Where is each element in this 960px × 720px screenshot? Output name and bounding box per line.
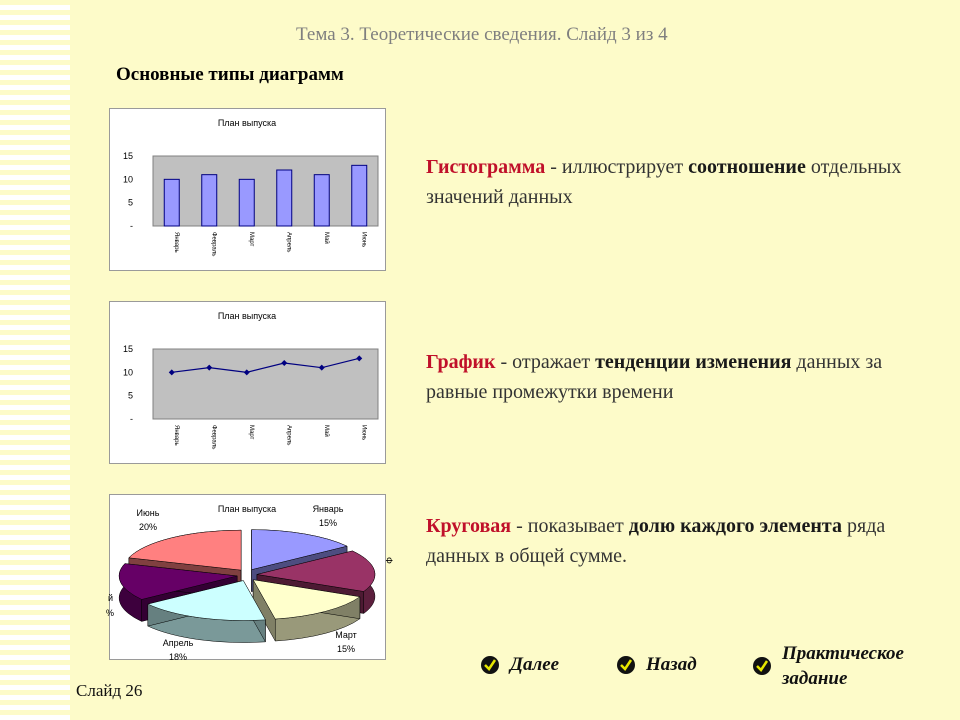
histogram-bar xyxy=(164,179,179,226)
pie-slice-percent: 20% xyxy=(138,522,158,532)
histogram-x-tick-label: Апрель xyxy=(285,232,292,253)
line-chart-plot-area xyxy=(153,349,378,419)
desc-text: - показывает xyxy=(511,515,629,537)
desc-bold: соотношение xyxy=(688,156,806,178)
line-chart-x-tick-label: Июнь xyxy=(360,425,367,441)
desc-text: - иллюстрирует xyxy=(545,156,689,178)
histogram-plot-area xyxy=(153,156,378,226)
histogram-chart xyxy=(109,108,386,271)
checkmark-bullet-icon xyxy=(752,656,772,676)
pie-slice-percent: 18% xyxy=(168,652,188,662)
histogram-bar xyxy=(277,170,292,226)
next-button[interactable] xyxy=(480,654,559,676)
histogram-svg xyxy=(110,109,385,270)
practice-label xyxy=(782,641,904,691)
pie-slice-label: Март xyxy=(335,630,357,640)
histogram-bar xyxy=(202,175,217,226)
histogram-description xyxy=(426,152,926,212)
back-label: Назад xyxy=(646,654,697,675)
desc-text: данных за равные промежутки времени xyxy=(426,351,883,403)
histogram-x-tick-label: Февраль xyxy=(210,232,217,257)
line-chart-svg xyxy=(110,302,385,463)
histogram-y-tick-label: 10 xyxy=(122,174,133,185)
line-chart-x-tick-label: Май xyxy=(322,425,329,437)
practice-line-2: задание xyxy=(782,668,848,689)
pie-slice-percent: 15% xyxy=(336,644,356,654)
histogram-bar xyxy=(352,165,367,226)
histogram-bar xyxy=(239,179,254,226)
line-chart xyxy=(109,301,386,464)
pie-chart-title: План выпуска xyxy=(217,504,277,514)
checkmark-bullet-icon xyxy=(616,655,636,675)
desc-bold: долю каждого элемента xyxy=(628,515,843,537)
practice-line-1: Практическое xyxy=(782,643,904,664)
line-chart-y-tick-label: - xyxy=(130,414,133,424)
practice-button[interactable] xyxy=(752,641,904,691)
line-term: График xyxy=(426,351,496,373)
line-description xyxy=(426,347,926,407)
pie-slice-percent: 15% xyxy=(318,518,338,528)
histogram-y-tick-label: 15 xyxy=(122,151,133,161)
pie-chart-svg xyxy=(106,495,394,662)
desc-text: отдельных значений данных xyxy=(426,156,902,208)
checkmark-bullet-icon xyxy=(480,655,500,675)
line-chart-x-tick-label: Апрель xyxy=(285,425,292,446)
pie-term: Круговая xyxy=(426,515,512,537)
histogram-y-tick-label: - xyxy=(130,221,133,231)
pie-clipped-label: й xyxy=(108,593,114,603)
pie-slice-label: Июнь xyxy=(136,508,160,518)
pie-slice-label: Апрель xyxy=(162,638,194,648)
histogram-title: План выпуска xyxy=(217,118,277,128)
line-chart-y-tick-label: 5 xyxy=(127,390,133,401)
line-chart-x-tick-label: Январь xyxy=(172,425,179,446)
desc-text: ряда данных в общей сумме. xyxy=(426,515,886,567)
pie-description xyxy=(426,511,926,571)
line-chart-title: План выпуска xyxy=(217,311,277,321)
section-title: Основные типы диаграмм xyxy=(116,64,344,85)
decorative-stripes xyxy=(0,0,70,720)
pie-slice-label: Январь xyxy=(312,504,344,514)
slide-number: Слайд 26 xyxy=(76,681,143,700)
desc-bold: тенденции изменения xyxy=(595,351,792,373)
pie-chart xyxy=(106,494,394,662)
line-chart-x-tick-label: Март xyxy=(247,425,254,440)
pie-clipped-label: Ф xyxy=(384,557,394,564)
line-chart-y-tick-label: 15 xyxy=(122,344,133,354)
histogram-term: Гистограмма xyxy=(426,156,546,178)
line-chart-y-tick-label: 10 xyxy=(122,367,133,378)
next-label: Далее xyxy=(510,654,560,675)
histogram-bar xyxy=(314,175,329,226)
back-button[interactable] xyxy=(616,654,697,676)
slide-header: Тема 3. Теоретические сведения. Слайд 3 из 4 xyxy=(296,24,668,45)
histogram-x-tick-label: Май xyxy=(322,232,329,244)
histogram-x-tick-label: Июнь xyxy=(360,232,367,248)
pie-clipped-label: % xyxy=(106,608,115,618)
line-chart-x-tick-label: Февраль xyxy=(210,425,217,450)
histogram-x-tick-label: Март xyxy=(247,232,254,247)
histogram-x-tick-label: Январь xyxy=(172,232,179,253)
desc-text: - отражает xyxy=(495,351,596,373)
histogram-y-tick-label: 5 xyxy=(127,197,133,208)
